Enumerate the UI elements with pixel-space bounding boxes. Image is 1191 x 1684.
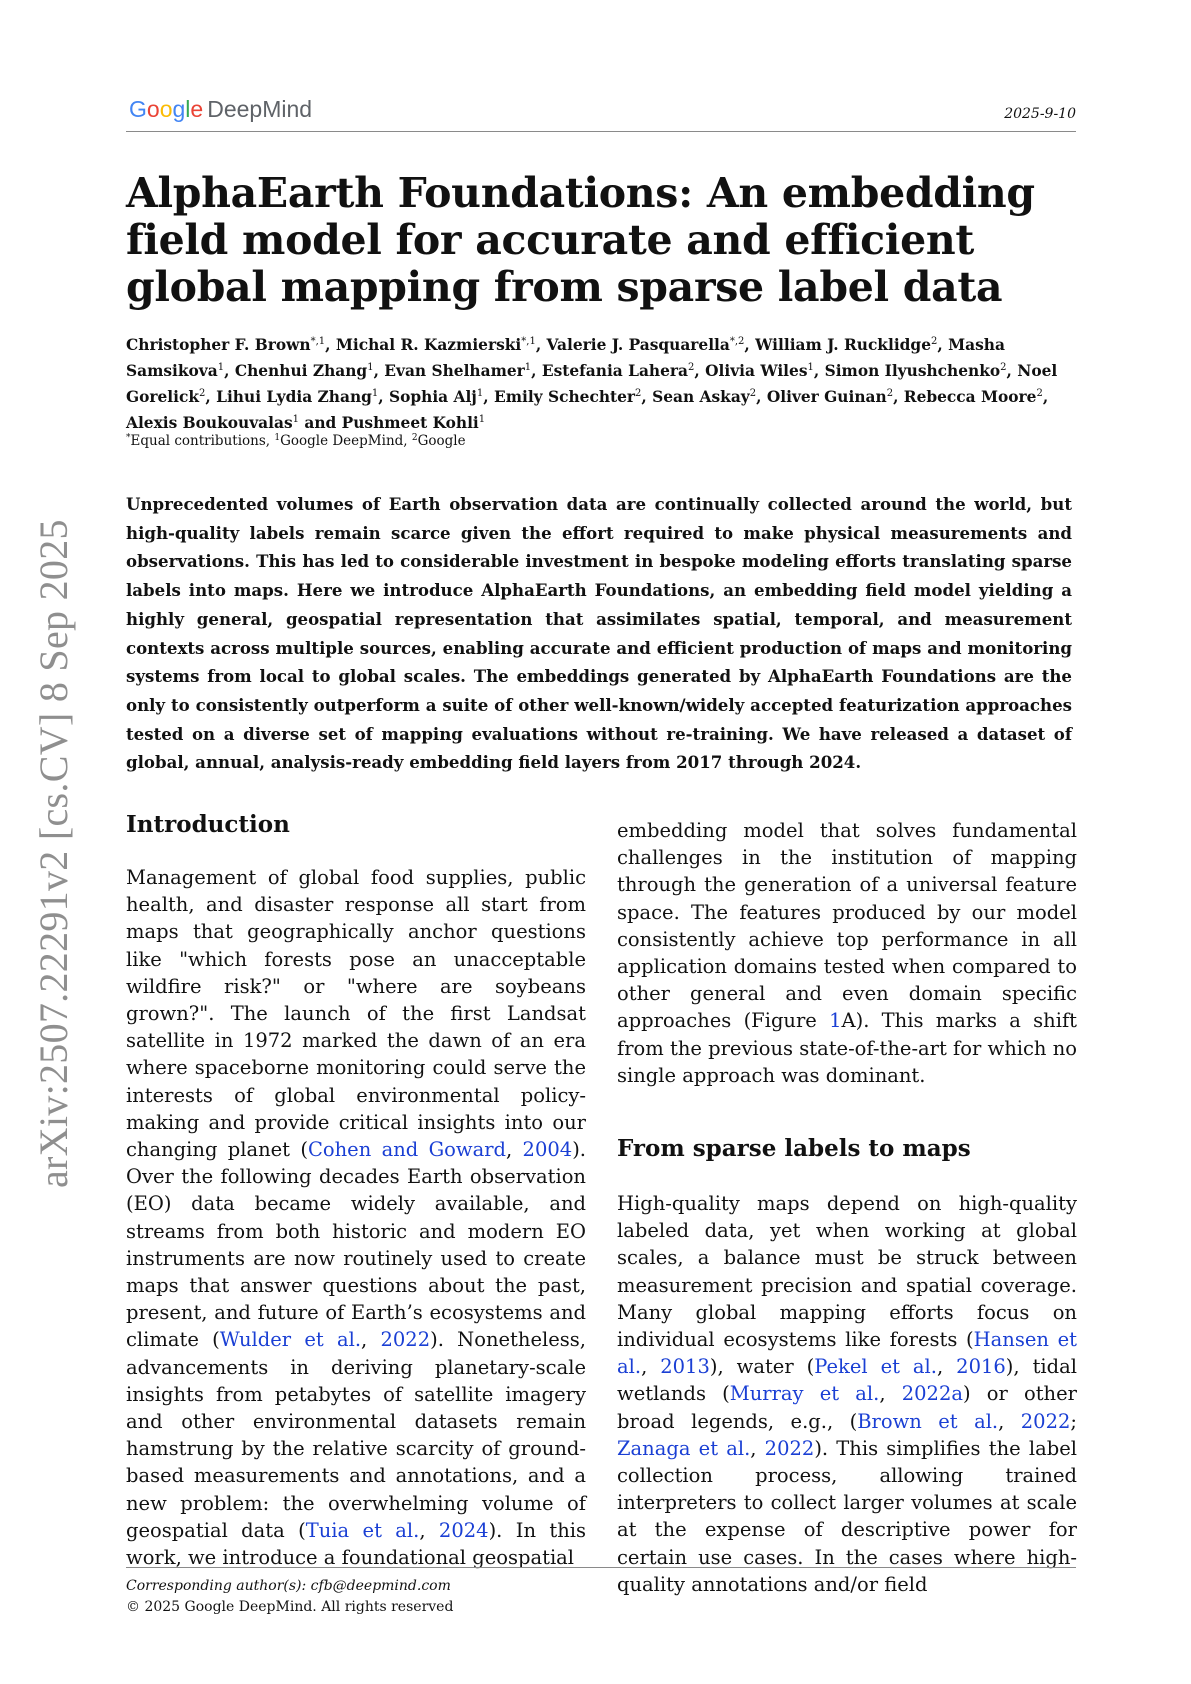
paragraph-text: embedding model that solves fundamental challenges in the institution of mapping through the generation of a universal feature space. The features produced by our model consistently achieve top performance in all application domains tested when compared to other general and even domain specific approaches (Figure — [617, 819, 1077, 1033]
copyright-notice: © 2025 Google DeepMind. All rights reserved — [126, 1599, 454, 1615]
header-rule — [126, 131, 1076, 132]
citation-link[interactable]: Tuia et al. — [305, 1518, 420, 1542]
paper-date: 2025-9-10 — [1004, 106, 1076, 122]
author-name: William J. Rucklidge — [755, 336, 931, 354]
author-affiliation-mark: 2 — [749, 388, 757, 399]
logo-letter: o — [146, 96, 160, 122]
author-name: Evan Shelhamer — [384, 362, 525, 380]
citation-link[interactable]: 2022 — [1020, 1409, 1071, 1433]
logo-letter: l — [185, 96, 191, 122]
author-name: Rebecca Moore — [903, 388, 1037, 406]
citation-link[interactable]: 1 — [829, 1009, 842, 1033]
google-deepmind-logo — [129, 96, 312, 122]
left-column — [126, 810, 586, 1571]
author-affiliation-mark: 1 — [217, 362, 225, 373]
paragraph-text: ). Nonetheless, advancements in deriving planetary-scale insights from petabytes of satellite imagery and other environmental datasets remain hamstrung by the relative scarcity of ground-based measurements and annotations, and a new problem: the overwhelming volume of geospatial data ( — [126, 1328, 586, 1542]
affil-mark: 2 — [411, 433, 418, 443]
affil-text: Google DeepMind, — [280, 433, 412, 449]
logo-letter: g — [172, 96, 186, 122]
footer-rule — [126, 1567, 1076, 1568]
author-name: Chenhui Zhang — [234, 362, 368, 380]
paragraph-text: , — [419, 1518, 439, 1542]
citation-link[interactable]: 2024 — [438, 1518, 489, 1542]
citation-link[interactable]: 2022 — [764, 1436, 815, 1460]
author-affiliation-mark: *,1 — [310, 336, 326, 347]
author-name: Lihui Lydia Zhang — [216, 388, 372, 406]
paragraph-text: ), tidal wetlands ( — [617, 1355, 1077, 1406]
author-name: Simon Ilyushchenko — [824, 362, 1001, 380]
citation-link[interactable]: 2013 — [660, 1355, 710, 1379]
author-name: Oliver Guinan — [766, 388, 887, 406]
author-name: Sophia Alj — [389, 388, 477, 406]
author-list: Christopher F. Brown$^{*,1}$, Michal R. Kazmierski$^{*,1}$, Valerie J. Pasquarella$^{*,2}$, William J. Rucklidge$^2$, Masha Samsikova$^1$, Chenhui Zhang$^1$, Evan Shelhamer$^1$, Estefania Lahera$^2$, Olivia Wiles$^1$, Simon Ilyushchenko$^2$, Noel Gorelick$^2$, Lihui Lydia Zhang$^1$, Sophia Alj$^1$, Emily Schechter$^2$, Sean Askay$^2$, Oliver Guinan$^2$, Rebecca Moore$^2$, Alexis Boukouvalas$^1$ and Pushmeet Kohli$^1$ — [126, 336, 1058, 432]
author-name: Christopher F. Brown — [126, 336, 311, 354]
paragraph-text: A). This marks a shift from the previous state-of-the-art for which no single approach was dominant. — [617, 1009, 1078, 1087]
logo-letter: e — [190, 96, 204, 122]
author-affiliation-mark: 2 — [930, 336, 938, 347]
introduction-paragraph-continued — [617, 817, 1077, 1089]
introduction-paragraph — [126, 864, 586, 1571]
author-name: Alexis Boukouvalas — [126, 414, 293, 432]
logo-letter: o — [159, 96, 173, 122]
author-affiliation-mark: 2 — [1036, 388, 1043, 399]
citation-link[interactable]: 2022 — [380, 1328, 431, 1352]
sparse-labels-paragraph — [617, 1190, 1077, 1598]
citation-link[interactable]: Cohen and Goward — [307, 1138, 507, 1162]
author-affiliation-mark: 2 — [199, 388, 206, 399]
citation-link[interactable]: Wulder et al. — [219, 1328, 362, 1352]
paper-title: AlphaEarth Foundations: An embedding field model for accurate and efficient global mapping from sparse label data — [126, 169, 1035, 311]
citation-link[interactable]: Pekel et al. — [814, 1355, 937, 1379]
author-name: Valerie J. Pasquarella — [546, 336, 730, 354]
paragraph-text: , — [998, 1409, 1021, 1433]
section-heading-introduction: Introduction — [126, 811, 290, 838]
citation-link[interactable]: Murray et al. — [729, 1382, 880, 1406]
affiliations — [126, 433, 466, 449]
author-affiliation-mark: 1 — [478, 414, 486, 425]
corresponding-author: Corresponding author(s): cfb@deepmind.com — [126, 1578, 451, 1594]
author-name: Pushmeet Kohli — [341, 414, 479, 432]
affil-mark: * — [126, 433, 131, 443]
paragraph-text: , — [936, 1355, 957, 1379]
author-affiliation-mark: 2 — [886, 388, 894, 399]
citation-link[interactable]: Brown et al. — [857, 1409, 999, 1433]
author-affiliation-mark: 1 — [807, 362, 814, 373]
author-affiliation-mark: 1 — [476, 388, 484, 399]
affil-mark: 1 — [274, 433, 281, 443]
affil-text: Google — [417, 433, 466, 449]
citation-link[interactable]: 2022a — [901, 1382, 963, 1406]
paragraph-text: , — [750, 1436, 765, 1460]
citation-link[interactable]: 2016 — [956, 1355, 1006, 1379]
paragraph-text: ). This simplifies the label collection process, allowing trained interpreters to collect larger volumes at scale at the expense of descriptive power for certain use cases. In the cases where high-quality annotations and/or field — [617, 1436, 1077, 1596]
paragraph-text: ), water ( — [709, 1355, 815, 1379]
author-name: Noel Gorelick — [126, 362, 1058, 406]
logo-deepmind-text: DeepMind — [207, 96, 313, 122]
author-name: Michal R. Kazmierski — [335, 336, 522, 354]
author-affiliation-mark: 1 — [371, 388, 379, 399]
author-affiliation-mark: *,2 — [729, 336, 745, 347]
author-name: Emily Schechter — [493, 388, 636, 406]
author-name: Sean Askay — [652, 388, 750, 406]
paragraph-text: ). In this work, we introduce a foundational geospatial — [126, 1518, 587, 1570]
author-affiliation-mark: 1 — [524, 362, 532, 373]
author-affiliation-mark: 2 — [1000, 362, 1007, 373]
author-affiliation-mark: 1 — [367, 362, 374, 373]
paragraph-text: , — [641, 1355, 661, 1379]
affil-text: Equal contributions, — [130, 433, 275, 449]
arxiv-identifier: arXiv:2507.22291v2 [cs.CV] 8 Sep 2025 — [31, 519, 76, 1188]
author-affiliation-mark: 1 — [292, 414, 299, 425]
right-column — [617, 817, 1077, 1598]
section-heading-sparse-labels: From sparse labels to maps — [617, 1135, 971, 1163]
paragraph-text: ) or other broad legends, e.g., ( — [617, 1382, 1077, 1433]
author-name: Masha Samsikova — [126, 336, 1005, 380]
logo-letter: G — [129, 96, 147, 122]
paragraph-text: ; — [1070, 1409, 1077, 1433]
citation-link[interactable]: 2004 — [522, 1138, 573, 1162]
author-conjunction: and — [304, 414, 337, 432]
paragraph-text: , — [879, 1382, 902, 1406]
author-name: Olivia Wiles — [705, 362, 808, 380]
author-affiliation-mark: 2 — [688, 362, 695, 373]
author-affiliation-mark: *,1 — [521, 336, 536, 347]
paragraph-text: High-quality maps depend on high-quality labeled data, yet when working at global scales, a balance must be struck between measurement precision and spatial coverage. Many global mapping efforts focus on individual ecosystems like forests ( — [617, 1192, 1077, 1352]
author-name: Estefania Lahera — [541, 362, 688, 380]
abstract: Unprecedented volumes of Earth observation data are continually collected around the world, but high-quality labels remain scarce given the effort required to make physical measurements and observations. This has led to considerable investment in bespoke modeling efforts translating sparse labels into maps. Here we introduce AlphaEarth Foundations, an embedding field model yielding a highly general, geospatial representation that assimilates spatial, temporal, and measurement contexts across multiple sources, enabling accurate and efficient production of maps and monitoring systems from local to global scales. The embeddings generated by AlphaEarth Foundations are the only to consistently outperform a suite of other well-known/widely accepted featurization approaches tested on a diverse set of mapping evaluations without re-training. We have released a dataset of global, annual, analysis-ready embedding field layers from 2017 through 2024. — [126, 494, 1072, 773]
paragraph-text: , — [361, 1328, 381, 1352]
paragraph-text: , — [506, 1138, 523, 1162]
citation-link[interactable]: Zanaga et al. — [617, 1436, 751, 1460]
citation-link[interactable]: Hansen et al. — [617, 1328, 1077, 1379]
footer — [126, 1576, 453, 1618]
paragraph-text: Management of global food supplies, public health, and disaster response all start from maps that geographically anchor questions like "which forests pose an unacceptable wildfire risk?" or "where are soybeans grown?". The launch of the first Landsat satellite in 1972 marked the dawn of an era where spaceborne monitoring could serve the interests of global environmental policy-making and provide critical insights into our changing planet ( — [126, 866, 586, 1162]
paragraph-text: ). Over the following decades Earth observation (EO) data became widely available, and streams from both historic and modern EO instruments are now routinely used to create maps that answer questions about the past, present, and future of Earth’s ecosystems and climate ( — [126, 1138, 586, 1352]
author-affiliation-mark: 2 — [635, 388, 642, 399]
